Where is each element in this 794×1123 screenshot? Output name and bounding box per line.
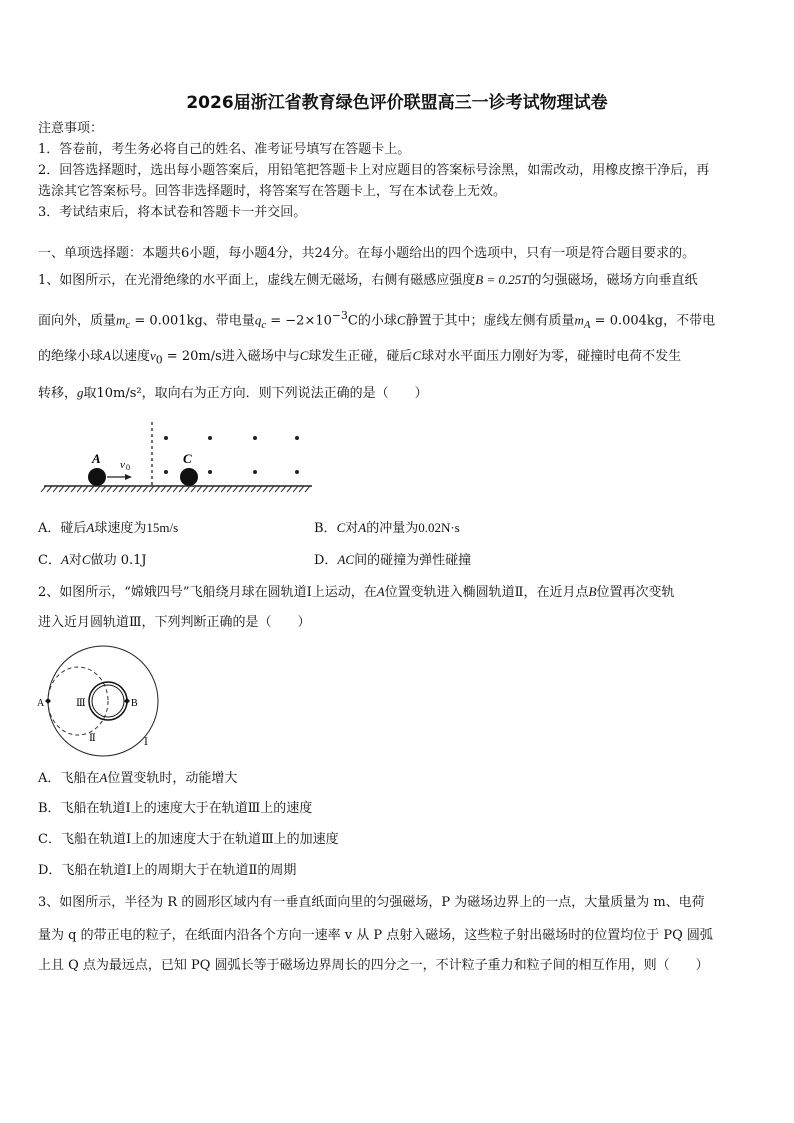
q3-line-3: 上且 Q 点为最远点，已知 PQ 圆弧长等于磁场边界周长的四分之一，不计粒子重力和粒子间的相互作用，则（ ） (38, 958, 709, 973)
label-iii: Ⅲ (76, 698, 86, 709)
q2-option-a (38, 769, 237, 788)
hatch-mark (113, 486, 118, 492)
q1-formula: B = 0.25T (475, 272, 529, 287)
label-c: C (183, 451, 192, 466)
q1-text: 球对水平面压力刚好为零，碰撞时电荷不发生 (421, 349, 682, 364)
q1-text: 的小球 (357, 313, 397, 329)
option-text: 间的碰撞为弹性碰撞 (354, 553, 472, 568)
field-dot (208, 436, 212, 440)
hatch-mark (305, 486, 310, 492)
hatch-mark (107, 486, 112, 492)
hatch-mark (71, 486, 76, 492)
label-i: Ⅰ (144, 737, 148, 748)
hatch-mark (269, 486, 274, 492)
hatch-mark (47, 486, 52, 492)
q1-text: 的绝缘小球 (38, 349, 104, 364)
q2-orbit-figure (36, 644, 166, 758)
option-text: 对 (345, 521, 359, 536)
hatch-mark (233, 486, 238, 492)
hatch-mark (191, 486, 196, 492)
option-var: C (336, 520, 346, 535)
option-label: C． (38, 553, 61, 568)
option-var: C (81, 552, 91, 567)
q1-line-2 (38, 307, 715, 334)
q1-text: 取10m/s²，取向右为正方向．则下列说法正确的是（ ） (83, 386, 428, 401)
hatch-mark (83, 486, 88, 492)
option-label: A．碰后 (38, 521, 87, 536)
q1-var: q (254, 312, 262, 328)
notes-item: 2．回答选择题时，选出每小题答案后，用铅笔把答题卡上对应题目的答案标号涂黑，如需改动，用橡皮擦干净后，再 (38, 163, 710, 178)
q1-var: C (396, 312, 406, 328)
q1-var: g (77, 385, 84, 400)
q1-var: A (103, 348, 111, 363)
hatch-mark (185, 486, 190, 492)
label-a: A (92, 451, 101, 466)
hatch-mark (167, 486, 172, 492)
hatch-mark (299, 486, 304, 492)
q1-formula: = −2×10 (266, 313, 332, 329)
q2-option-c: C．飞船在轨道Ⅰ上的加速度大于在轨道Ⅲ上的加速度 (38, 832, 339, 847)
option-label: B． (314, 521, 337, 536)
hatch-mark (197, 486, 202, 492)
q1-text: 1、如图所示，在光滑绝缘的水平面上，虚线左侧无磁场，右侧有磁感应强度 (38, 273, 476, 288)
field-dot (253, 470, 257, 474)
q2-var: A (376, 584, 385, 599)
option-text: 的冲量为 (366, 521, 419, 536)
page-title: 2026届浙江省教育绿色评价联盟高三一诊考试物理试卷 (186, 93, 608, 113)
q2-line-1 (38, 583, 674, 602)
ground-hatching (41, 486, 310, 492)
q1-var: v (149, 348, 156, 363)
option-text: 做功 0.1J (90, 553, 147, 568)
q1-text: ，不带电 (663, 313, 716, 329)
hatch-mark (137, 486, 142, 492)
q3-line-1: 3、如图所示，半径为 R 的圆形区域内有一垂直纸面向里的匀强磁场，P 为磁场边界上的一点，大量质量为 m、电荷 (38, 895, 705, 910)
label-a: A (37, 698, 45, 709)
q1-figure (40, 418, 320, 496)
q1-var: m (116, 312, 126, 328)
hatch-mark (143, 486, 148, 492)
q2-option-b: B．飞船在轨道Ⅰ上的速度大于在轨道Ⅲ上的速度 (38, 801, 313, 816)
q1-text: 以速度 (110, 349, 150, 364)
option-text: A．飞船在 (38, 771, 100, 786)
hatch-mark (221, 486, 226, 492)
option-text: 位置变轨时，动能增大 (107, 771, 238, 786)
option-value: 0.02N·s (418, 520, 460, 535)
hatch-mark (251, 486, 256, 492)
hatch-mark (263, 486, 268, 492)
section-heading: 一、单项选择题：本题共6小题，每小题4分，共24分。在每小题给出的四个选项中，只有一项是符合题目要求的。 (38, 246, 696, 261)
q1-line-4 (38, 384, 428, 403)
q1-text: 面向外，质量 (38, 313, 117, 329)
hatch-mark (215, 486, 220, 492)
option-var: AC (337, 552, 355, 567)
q1-var: C (412, 348, 422, 363)
q3-line-2: 量为 q 的带正电的粒子，在纸面内沿各个方向一速率 v 从 P 点射入磁场，这些粒子射出磁场时的位置均位于 PQ 圆弧 (38, 928, 713, 943)
hatch-mark (179, 486, 184, 492)
q1-line-1 (38, 271, 698, 290)
q1-option-a (38, 519, 178, 538)
hatch-mark (209, 486, 214, 492)
q1-formula: = 20m/s (162, 349, 222, 364)
ball-c (180, 468, 198, 486)
field-dot (295, 436, 299, 440)
hatch-mark (53, 486, 58, 492)
q2-line-2: 进入近月圆轨道Ⅲ，下列判断正确的是（ ） (38, 615, 311, 630)
hatch-mark (101, 486, 106, 492)
field-dot (164, 470, 168, 474)
q1-text: 转移， (38, 386, 78, 401)
label-b: B (131, 698, 138, 709)
option-var: A (60, 552, 69, 567)
hatch-mark (149, 486, 154, 492)
hatch-mark (77, 486, 82, 492)
arrow-head-icon (125, 474, 132, 480)
q1-line-3 (38, 347, 681, 370)
q1-formula: = 0.001kg (130, 313, 203, 329)
ball-a (88, 468, 106, 486)
option-var: A (358, 520, 367, 535)
q1-option-b (314, 519, 460, 538)
q1-formula: = 0.004kg (590, 313, 664, 329)
notes-item: 选涂其它答案标号。回答非选择题时，将答案写在答题卡上，写在本试卷上无效。 (38, 184, 507, 199)
q2-text: 2、如图所示，“嫦娥四号”飞船绕月球在圆轨道Ⅰ上运动，在 (38, 585, 377, 600)
hatch-mark (119, 486, 124, 492)
hatch-mark (239, 486, 244, 492)
q1-text: 的匀强磁场，磁场方向垂直纸 (528, 273, 698, 288)
option-value: 15m/s (146, 520, 179, 535)
field-dot (164, 436, 168, 440)
hatch-mark (227, 486, 232, 492)
q1-option-c (38, 551, 147, 570)
hatch-mark (293, 486, 298, 492)
hatch-mark (95, 486, 100, 492)
q1-var: C (299, 348, 309, 363)
q2-option-d: D．飞船在轨道Ⅰ上的周期大于在轨道Ⅱ的周期 (38, 863, 297, 878)
hatch-mark (161, 486, 166, 492)
option-label: D． (314, 553, 338, 568)
q2-text: 位置再次变轨 (596, 585, 675, 600)
point-a-marker (45, 698, 51, 704)
hatch-mark (89, 486, 94, 492)
hatch-mark (275, 486, 280, 492)
hatch-mark (65, 486, 70, 492)
q1-sub: 0 (155, 353, 163, 367)
option-text: 对 (68, 553, 82, 568)
hatch-mark (125, 486, 130, 492)
option-text: 球速度为 (94, 521, 147, 536)
option-var: A (99, 770, 108, 785)
orbit-i (48, 646, 158, 756)
q1-sub: A (583, 318, 591, 331)
q2-text: 位置变轨进入椭圆轨道Ⅱ，在近月点 (384, 585, 589, 600)
hatch-mark (155, 486, 160, 492)
q1-formula: C (347, 313, 358, 329)
q1-text: 进入磁场中与 (221, 349, 300, 364)
field-dot (295, 470, 299, 474)
q1-sub: c (125, 318, 131, 331)
q1-sup: −3 (331, 309, 348, 322)
field-dot (208, 470, 212, 474)
hatch-mark (173, 486, 178, 492)
notes-item: 3．考试结束后，将本试卷和答题卡一并交回。 (38, 205, 307, 220)
q1-sub: c (261, 318, 267, 331)
hatch-mark (245, 486, 250, 492)
q1-text: 球发生正碰，碰后 (308, 349, 413, 364)
hatch-mark (203, 486, 208, 492)
hatch-mark (131, 486, 136, 492)
point-b-marker (124, 698, 130, 704)
option-var: A (86, 520, 95, 535)
label-ii: Ⅱ (89, 733, 96, 744)
hatch-mark (257, 486, 262, 492)
hatch-mark (287, 486, 292, 492)
hatch-mark (59, 486, 64, 492)
q1-text: 、带电量 (202, 313, 255, 329)
field-dot (253, 436, 257, 440)
q1-text: 静置于其中；虚线左侧有质量 (405, 313, 575, 329)
label-v: v (120, 459, 125, 471)
notes-heading: 注意事项： (38, 121, 104, 136)
q1-option-d (314, 551, 471, 570)
hatch-mark (281, 486, 286, 492)
label-v-sub: 0 (126, 463, 130, 472)
notes-item: 1．答卷前，考生务必将自己的姓名、准考证号填写在答题卡上。 (38, 142, 411, 157)
hatch-mark (41, 486, 46, 492)
q1-var: m (574, 312, 584, 328)
q2-var: B (588, 584, 597, 599)
